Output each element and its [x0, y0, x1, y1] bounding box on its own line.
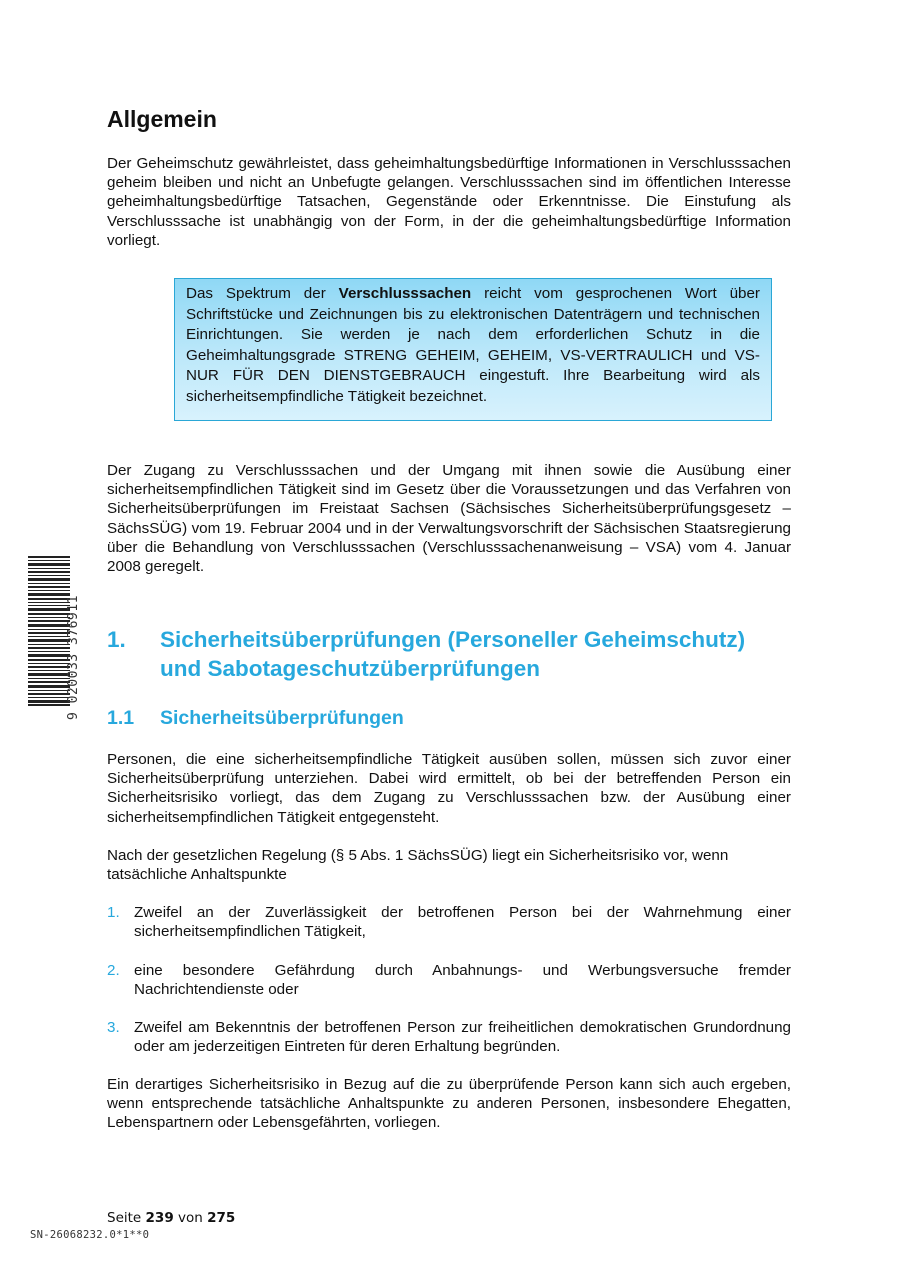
page-number	[107, 1210, 235, 1226]
list-item-number: 1.	[107, 904, 120, 921]
list-item	[107, 961, 791, 999]
list-item-text: eine besondere Gefährdung durch Anbahnungs- und Werbungsversuche fremder Nachrichtendienste oder	[134, 962, 791, 999]
section-1-1-heading	[107, 705, 791, 731]
section-1-1-paragraph-2: Nach der gesetzlichen Regelung (§ 5 Abs. 1 SächsSÜG) liegt ein Sicherheitsrisiko vor, wenn tatsächliche Anhaltspunkte	[107, 847, 729, 884]
document-id: SN-26068232.0*1**0	[30, 1229, 150, 1241]
info-box-text-bold: Verschlusssachen	[338, 285, 472, 302]
list-item-number: 2.	[107, 962, 120, 979]
list-item	[107, 1018, 791, 1056]
barcode-digits: 9 020033 376911	[66, 595, 81, 720]
general-paragraph-2: Der Zugang zu Verschlusssachen und der Umgang mit ihnen sowie die Ausübung einer sicherheitsempfindlichen Tätigkeit sind im Gesetz über die Voraussetzungen und das Verfahren von Sicherheitsüberprüfungen im Freistaat Sachsen (Sächsisches Sicherheitsüberprüfungsgesetz – SächsSÜG) vom 19. Februar 2004 und in der Verwaltungsvorschrift der Sächsischen Staatsregierung über die Behandlung von Verschlusssachen (Verschlusssachenanweisung – VSA) vom 4. Januar 2008 geregelt.	[107, 462, 791, 576]
list-item-text: Zweifel an der Zuverlässigkeit der betroffenen Person bei der Wahrnehmung einer sicherheitsempfindlichen Tätigkeit,	[134, 904, 791, 941]
info-box-text	[186, 284, 760, 407]
page-label: Seite	[107, 1210, 142, 1226]
list-item-number: 3.	[107, 1019, 120, 1036]
page-current: 239	[145, 1210, 174, 1226]
section-1-1-number: 1.1	[107, 707, 135, 729]
page-total: 275	[207, 1210, 236, 1226]
barcode-icon	[28, 556, 70, 706]
info-box-text-suffix: reicht vom gesprochenen Wort über Schriftstücke und Zeichnungen bis zu elektronischen Datenträgern und technischen Einrichtungen. Sie werden je nach dem erforderlichen Schutz in die Geheimhaltungsgrade STRENG GEHEIM, GEHEIM, VS-VERTRAULICH und VS-NUR FÜR DEN DIENSTGEBRAUCH eingestuft. Ihre Bearbeitung wird als sicherheitsempfindliche Tätigkeit bezeichnet.	[186, 285, 760, 405]
section-1-title: Sicherheitsüberprüfungen (Personeller Geheimschutz) und Sabotageschutzüberprüfungen	[160, 627, 746, 681]
info-box-verschlusssachen	[174, 278, 772, 421]
page-separator: von	[178, 1210, 203, 1226]
section-heading-general: Allgemein	[107, 106, 217, 132]
list-item-text: Zweifel am Bekenntnis der betroffenen Person zur freiheitlichen demokratischen Grundordnung oder am jederzeitigen Eintreten für deren Erhaltung begründen.	[134, 1019, 791, 1056]
section-1-number: 1.	[107, 627, 126, 652]
section-1-1-title: Sicherheitsüberprüfungen	[160, 707, 404, 729]
list-item	[107, 903, 791, 941]
section-1-heading	[107, 625, 791, 683]
info-box-text-prefix: Das Spektrum der	[186, 285, 339, 302]
section-1-1-paragraph-1: Personen, die eine sicherheitsempfindliche Tätigkeit ausüben sollen, müssen sich zuvor einer Sicherheitsüberprüfung unterziehen. Dabei wird ermittelt, ob bei der betreffenden Person ein Sicherheitsrisiko vorliegt, das dem Zugang zu Verschlusssachen bzw. der Ausübung einer sicherheitsempfindlichen Tätigkeit entgegensteht.	[107, 751, 791, 826]
section-1-1-paragraph-3: Ein derartiges Sicherheitsrisiko in Bezug auf die zu überprüfende Person kann sich auch ergeben, wenn entsprechende tatsächliche Anhaltspunkte zu anderen Personen, insbesondere Ehegatten, Lebenspartnern oder Lebensgefährten, vorliegen.	[107, 1076, 791, 1132]
general-paragraph-1: Der Geheimschutz gewährleistet, dass geheimhaltungsbedürftige Informationen in Verschlusssachen geheim bleiben und nicht an Unbefugte gelangen. Verschlusssachen sind im öffentlichen Interesse geheimhaltungsbedürftige Tatsachen, Gegenstände oder Erkenntnisse. Die Einstufung als Verschlusssache ist unabhängig von der Form, in der die geheimhaltungsbedürftige Information vorliegt.	[107, 155, 791, 249]
